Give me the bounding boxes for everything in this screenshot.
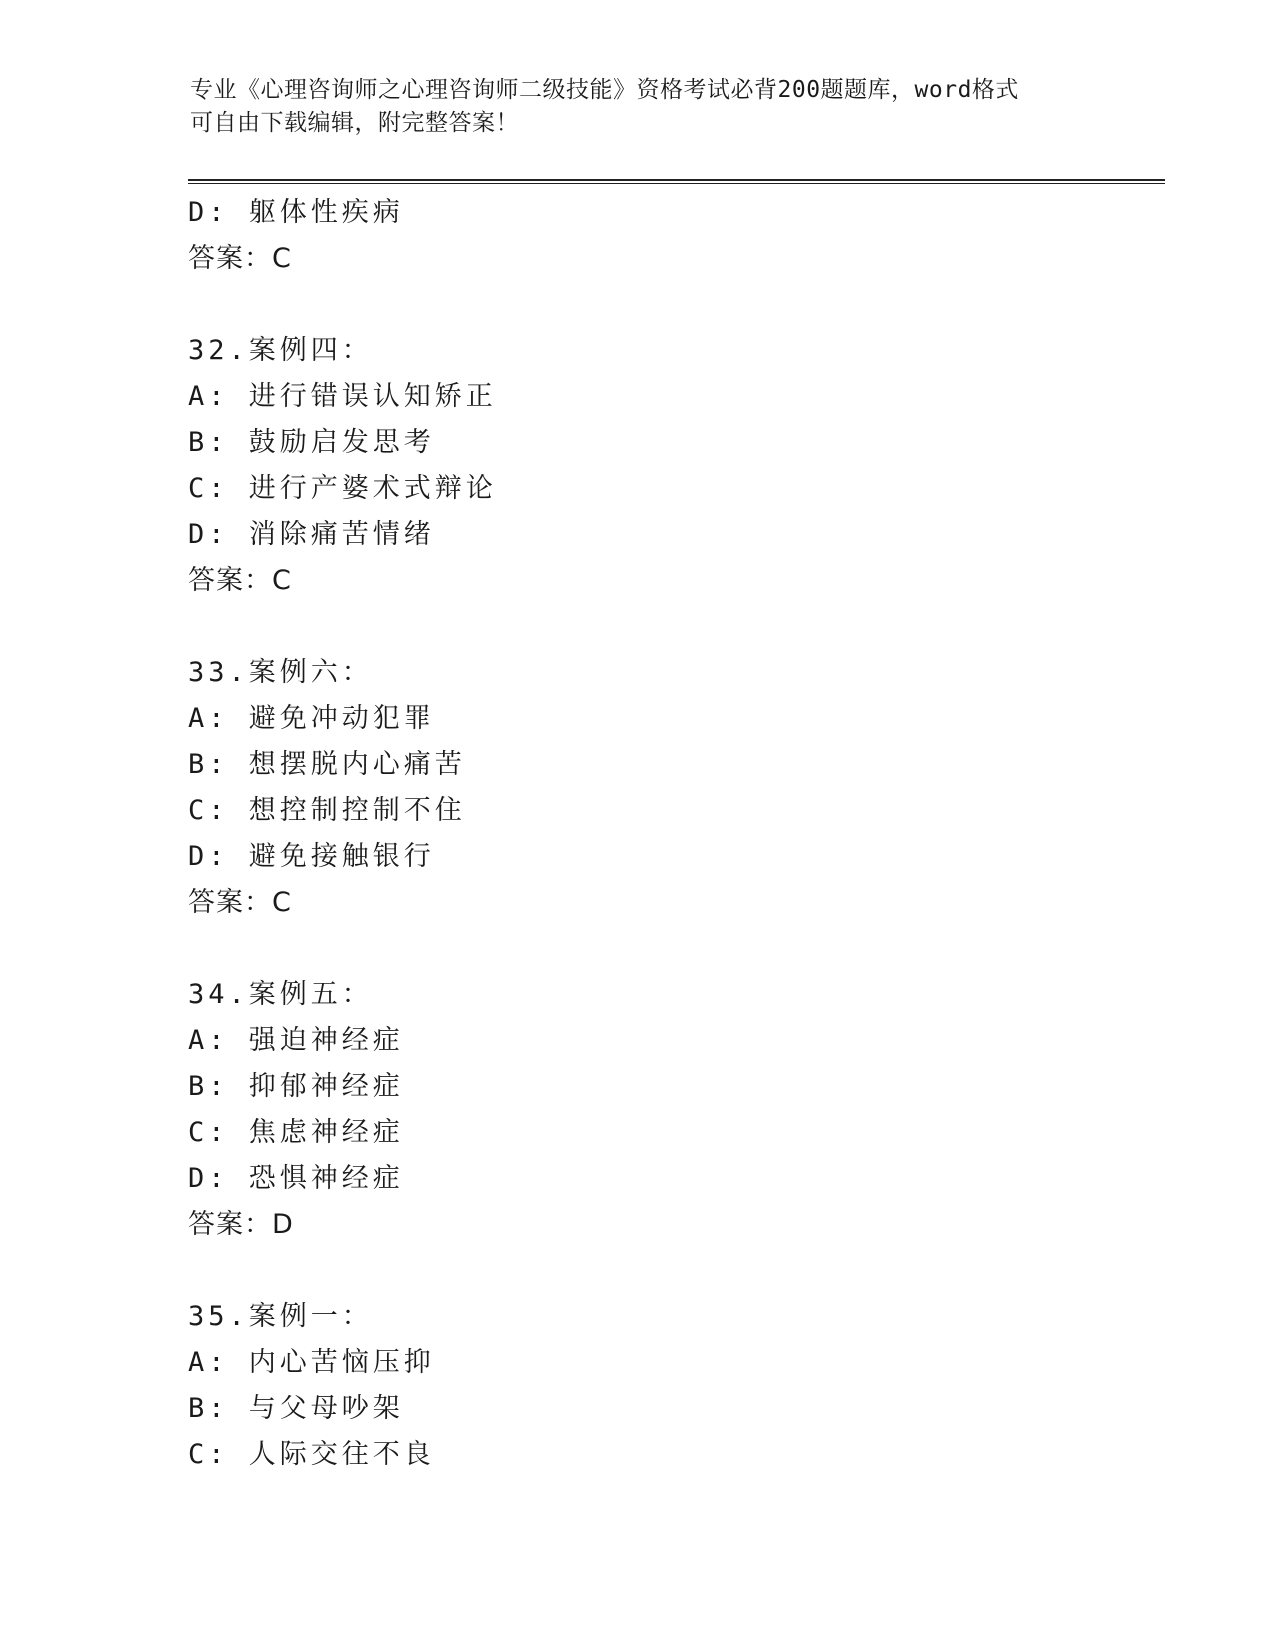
header-line-2: 可自由下载编辑，附完整答案！ bbox=[190, 110, 519, 136]
spacer bbox=[188, 604, 1148, 650]
question-34 bbox=[188, 972, 1148, 1248]
question-list bbox=[188, 190, 1148, 1478]
spacer bbox=[188, 926, 1148, 972]
question-32 bbox=[188, 328, 1148, 604]
answer-line: 答案：C bbox=[188, 887, 292, 918]
option-b: B: 与父母吵架 bbox=[188, 1393, 404, 1424]
spacer bbox=[188, 282, 1148, 328]
question-title: 34.案例五： bbox=[188, 979, 373, 1010]
document-header bbox=[190, 74, 1090, 140]
option-a: A: 避免冲动犯罪 bbox=[188, 703, 435, 734]
option-a: A: 进行错误认知矫正 bbox=[188, 381, 497, 412]
option-c: C: 进行产婆术式辩论 bbox=[188, 473, 497, 504]
header-line-1: 专业《心理咨询师之心理咨询师二级技能》资格考试必背200题题库，word格式 bbox=[190, 77, 1019, 103]
header-divider bbox=[188, 179, 1165, 184]
answer-line: 答案：C bbox=[188, 565, 292, 596]
option-d: D: 躯体性疾病 bbox=[188, 197, 404, 228]
question-title: 32.案例四： bbox=[188, 335, 373, 366]
answer-line: 答案：C bbox=[188, 243, 292, 274]
option-d: D: 避免接触银行 bbox=[188, 841, 435, 872]
question-33 bbox=[188, 650, 1148, 926]
option-c: C: 想控制控制不住 bbox=[188, 795, 466, 826]
option-a: A: 强迫神经症 bbox=[188, 1025, 404, 1056]
option-d: D: 消除痛苦情绪 bbox=[188, 519, 435, 550]
answer-line: 答案：D bbox=[188, 1209, 294, 1240]
option-b: B: 想摆脱内心痛苦 bbox=[188, 749, 466, 780]
spacer bbox=[188, 1248, 1148, 1294]
option-a: A: 内心苦恼压抑 bbox=[188, 1347, 435, 1378]
option-c: C: 人际交往不良 bbox=[188, 1439, 435, 1470]
question-title: 35.案例一： bbox=[188, 1301, 373, 1332]
option-b: B: 鼓励启发思考 bbox=[188, 427, 435, 458]
option-c: C: 焦虑神经症 bbox=[188, 1117, 404, 1148]
option-d: D: 恐惧神经症 bbox=[188, 1163, 404, 1194]
question-35 bbox=[188, 1294, 1148, 1478]
question-title: 33.案例六： bbox=[188, 657, 373, 688]
option-b: B: 抑郁神经症 bbox=[188, 1071, 404, 1102]
